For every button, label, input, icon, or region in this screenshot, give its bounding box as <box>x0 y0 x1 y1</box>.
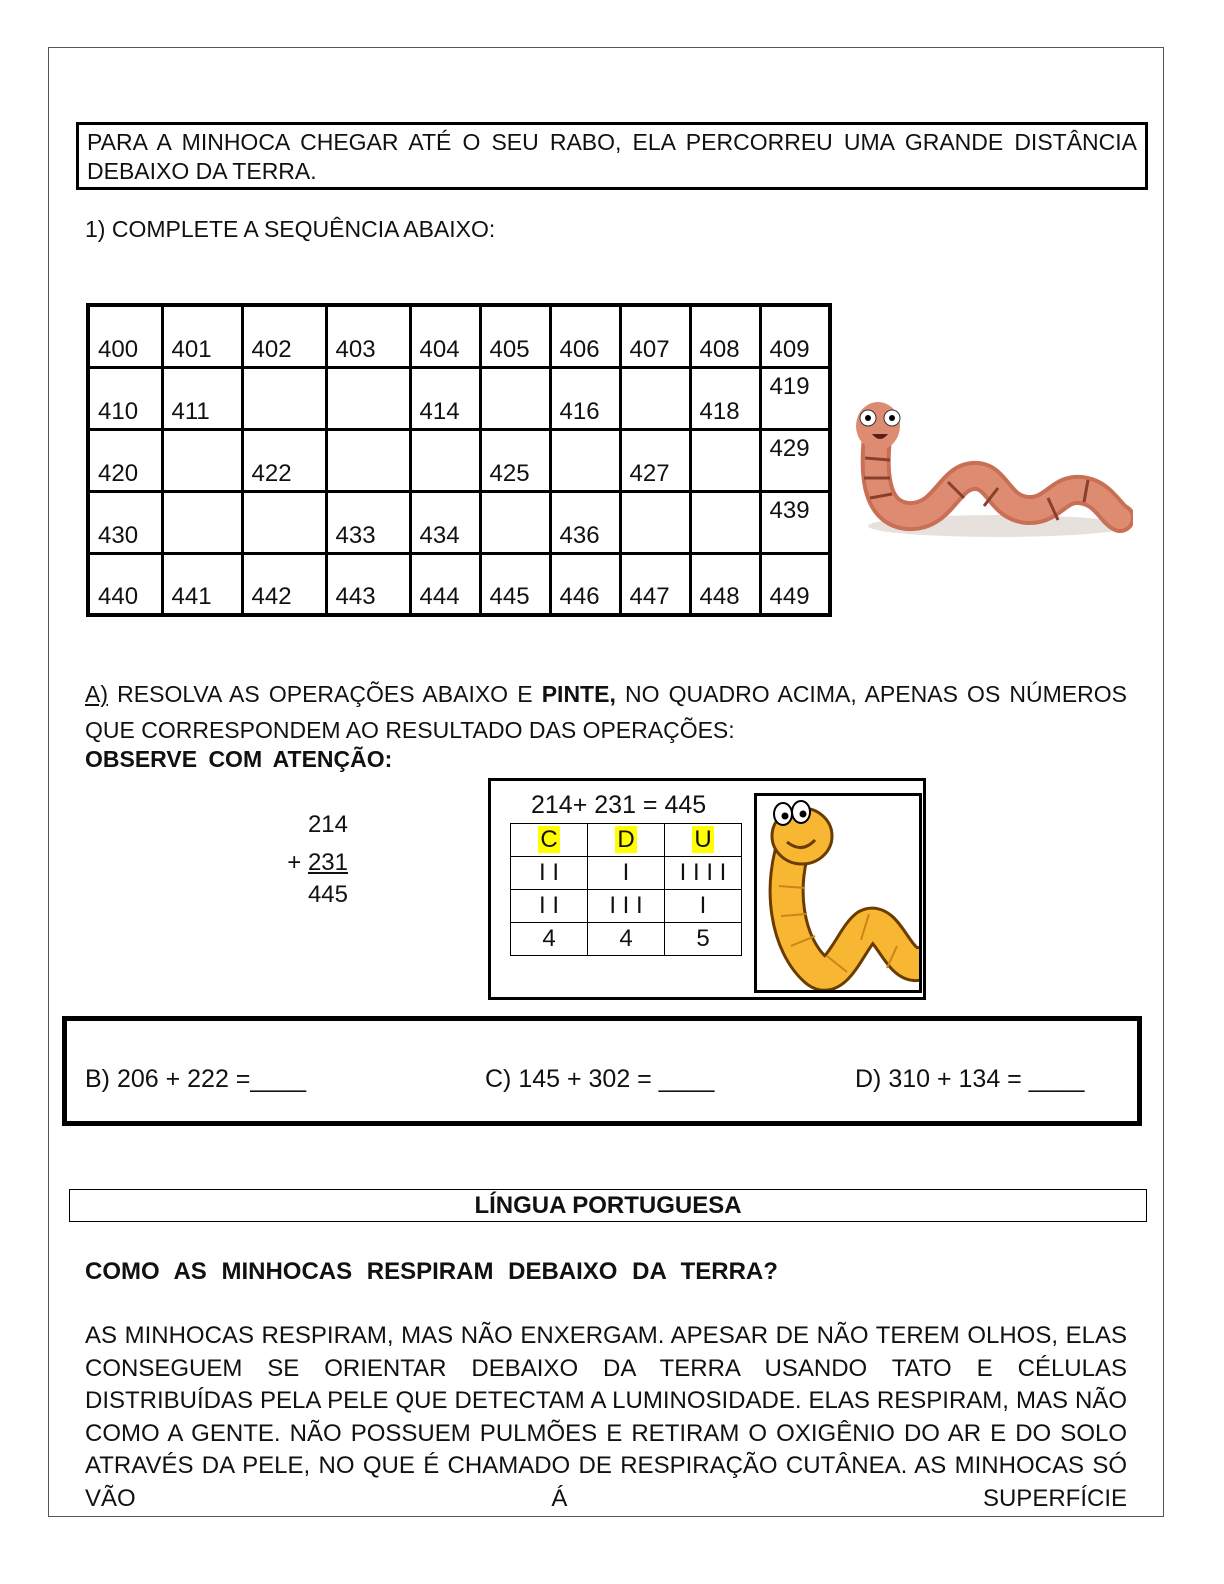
grid-cell[interactable] <box>410 429 480 491</box>
grid-cell[interactable]: 436 <box>550 491 620 553</box>
cdu-cell: I I <box>511 857 588 890</box>
grid-cell[interactable]: 405 <box>480 305 550 367</box>
grid-cell[interactable]: 403 <box>326 305 410 367</box>
grid-cell[interactable]: 406 <box>550 305 620 367</box>
grid-cell[interactable] <box>550 429 620 491</box>
grid-cell[interactable]: 414 <box>410 367 480 429</box>
operations-box <box>62 1016 1142 1126</box>
grid-cell[interactable]: 440 <box>88 553 162 615</box>
cdu-cell: I I <box>511 890 588 923</box>
grid-cell[interactable]: 433 <box>326 491 410 553</box>
grid-cell[interactable] <box>242 367 326 429</box>
grid-cell[interactable] <box>480 367 550 429</box>
grid-cell[interactable]: 407 <box>620 305 690 367</box>
grid-cell[interactable]: 430 <box>88 491 162 553</box>
addend-1: 214 <box>307 811 348 838</box>
example-box <box>488 778 926 1000</box>
cdu-cell: I <box>665 890 742 923</box>
grid-cell[interactable] <box>620 491 690 553</box>
cdu-cell: 4 <box>588 923 665 956</box>
grid-cell[interactable]: 449 <box>760 553 830 615</box>
grid-cell[interactable]: 444 <box>410 553 480 615</box>
grid-cell[interactable]: 418 <box>690 367 760 429</box>
example-title: 214+ 231 = 445 <box>531 791 707 819</box>
cdu-header-u: U <box>665 824 742 857</box>
instruction-a-text-1: RESOLVA AS OPERAÇÕES ABAIXO E <box>108 681 542 707</box>
grid-row <box>88 429 830 491</box>
grid-row <box>88 305 830 367</box>
grid-cell[interactable]: 402 <box>242 305 326 367</box>
grid-cell[interactable] <box>690 429 760 491</box>
intro-box <box>76 122 1148 190</box>
grid-cell[interactable]: 411 <box>162 367 242 429</box>
grid-cell[interactable]: 429 <box>760 429 830 491</box>
grid-cell[interactable] <box>690 491 760 553</box>
cdu-cell: 4 <box>511 923 588 956</box>
question-1-label: 1) COMPLETE A SEQUÊNCIA ABAIXO: <box>85 216 496 242</box>
plus-sign: + <box>287 849 302 876</box>
grid-cell[interactable]: 420 <box>88 429 162 491</box>
grid-cell[interactable] <box>326 429 410 491</box>
cdu-header-d: D <box>588 824 665 857</box>
grid-cell[interactable]: 442 <box>242 553 326 615</box>
cdu-cell: I I I I <box>665 857 742 890</box>
grid-cell[interactable] <box>162 429 242 491</box>
reading-question: COMO AS MINHOCAS RESPIRAM DEBAIXO DA TERRA? <box>85 1258 778 1285</box>
sum-result: 445 <box>307 881 348 908</box>
cdu-cell: I <box>588 857 665 890</box>
addend-2: 231 <box>307 849 348 876</box>
grid-cell[interactable] <box>480 491 550 553</box>
number-grid <box>86 303 832 617</box>
cdu-table <box>510 823 742 956</box>
grid-cell[interactable]: 427 <box>620 429 690 491</box>
cdu-cell: I I I <box>588 890 665 923</box>
yellow-worm-illustration <box>757 796 922 993</box>
yellow-worm-frame <box>754 793 922 993</box>
instruction-a <box>85 676 1127 748</box>
instruction-a-text-2: NO QUADRO ACIMA, APENAS OS NÚMEROS QUE CORRESPONDEM AO RESULTADO DAS OPERAÇÕES: <box>85 681 1127 743</box>
vertical-addition <box>268 806 348 914</box>
grid-cell[interactable]: 416 <box>550 367 620 429</box>
grid-cell[interactable]: 422 <box>242 429 326 491</box>
grid-cell[interactable]: 434 <box>410 491 480 553</box>
grid-cell[interactable] <box>620 367 690 429</box>
grid-cell[interactable]: 425 <box>480 429 550 491</box>
grid-cell[interactable]: 446 <box>550 553 620 615</box>
grid-cell[interactable]: 401 <box>162 305 242 367</box>
grid-cell[interactable]: 410 <box>88 367 162 429</box>
grid-cell[interactable]: 409 <box>760 305 830 367</box>
section-title: LÍNGUA PORTUGUESA <box>474 1192 742 1219</box>
operation-d: D) 310 + 134 = ____ <box>855 1065 1085 1093</box>
pink-worm-illustration <box>848 398 1133 548</box>
grid-cell[interactable]: 400 <box>88 305 162 367</box>
grid-cell[interactable]: 441 <box>162 553 242 615</box>
grid-cell[interactable] <box>326 367 410 429</box>
grid-cell[interactable]: 408 <box>690 305 760 367</box>
reading-paragraph: AS MINHOCAS RESPIRAM, MAS NÃO ENXERGAM. APESAR DE NÃO TEREM OLHOS, ELAS CONSEGUEM SE ORIENTAR DEBAIXO DA TERRA USANDO TATO E CÉLULAS DISTRIBUÍDAS PELA PELE QUE DETECTAM A LUMINOSIDADE. ELAS RESPIRAM, MAS NÃO COMO A GENTE. NÃO POSSUEM PULMÕES E RETIRAM O OXIGÊNIO DO AR E DO SOLO ATRAVÉS DA PELE, NO QUE É CHAMADO DE RESPIRAÇÃO CUTÂNEA. AS MINHOCAS SÓ VÃO Á SUPERFÍCIE <box>85 1322 1127 1512</box>
instruction-a-bold: PINTE, <box>541 681 616 707</box>
instruction-a-letter: A) <box>85 681 108 707</box>
grid-cell[interactable]: 419 <box>760 367 830 429</box>
cdu-header-c: C <box>511 824 588 857</box>
operation-b: B) 206 + 222 =____ <box>85 1065 307 1093</box>
intro-text: PARA A MINHOCA CHEGAR ATÉ O SEU RABO, ELA PERCORREU UMA GRANDE DISTÂNCIA DEBAIXO DA TERRA. <box>87 129 1137 184</box>
cdu-cell: 5 <box>665 923 742 956</box>
grid-row <box>88 367 830 429</box>
operation-c: C) 145 + 302 = ____ <box>485 1065 715 1093</box>
grid-cell[interactable]: 447 <box>620 553 690 615</box>
grid-cell[interactable]: 404 <box>410 305 480 367</box>
grid-row <box>88 491 830 553</box>
grid-cell[interactable] <box>242 491 326 553</box>
section-title-bar <box>69 1189 1147 1222</box>
grid-cell[interactable]: 443 <box>326 553 410 615</box>
observe-label: OBSERVE COM ATENÇÃO: <box>85 746 393 772</box>
grid-cell[interactable]: 445 <box>480 553 550 615</box>
grid-row <box>88 553 830 615</box>
grid-cell[interactable] <box>162 491 242 553</box>
grid-cell[interactable]: 448 <box>690 553 760 615</box>
grid-cell[interactable]: 439 <box>760 491 830 553</box>
